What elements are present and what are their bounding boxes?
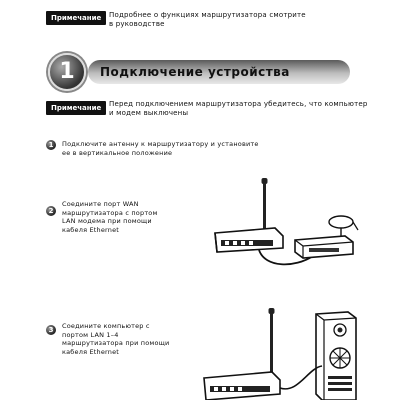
note-text: [109, 100, 368, 118]
modem-icon: [295, 216, 358, 258]
router-pc-diagram: [198, 308, 363, 400]
step-text: [62, 322, 182, 356]
step-number-bullet: [46, 206, 56, 216]
section-number-badge: [48, 53, 86, 91]
step-number-bullet: [46, 140, 56, 150]
step-number: 3: [48, 326, 54, 334]
step-line: портом LAN 1–4: [62, 330, 119, 339]
router-icon: [204, 308, 280, 400]
step-line: Соедините порт WAN: [62, 200, 139, 208]
step-line: Соедините компьютер с: [62, 322, 150, 330]
note-line: и модем выключены: [109, 109, 189, 117]
section-title: Подключение устройства: [100, 65, 290, 79]
note-line: Перед подключением маршрутизатора убедитесь, что компьютер: [109, 100, 368, 108]
step-number-bullet: [46, 325, 56, 335]
step-line: маршрутизатора при помощи: [62, 339, 170, 347]
step-line: Подключите антенну к маршрутизатору и установите: [62, 140, 259, 148]
note-text: [109, 11, 306, 29]
step-line: ее в вертикальное положение: [62, 148, 173, 157]
step-line: кабеля Ethernet: [62, 225, 120, 234]
step-line: маршрутизатора с портом: [62, 208, 158, 217]
note-line: в руководстве: [109, 20, 165, 28]
note-line: Подробнее о функциях маршрутизатора смотрите: [109, 11, 306, 19]
step-line: LAN модема при помощи: [62, 217, 152, 225]
note-badge: Примечание: [46, 11, 106, 25]
step-line: кабеля Ethernet: [62, 347, 120, 356]
step-number: 2: [48, 207, 54, 215]
router-icon: [215, 178, 283, 252]
section-number: 1: [59, 59, 75, 84]
pc-tower-icon: [316, 312, 356, 400]
router-modem-diagram: [195, 178, 360, 268]
step-text: [62, 140, 362, 157]
step-number: 1: [48, 141, 54, 149]
note-badge: Примечание: [46, 101, 106, 115]
step-text: [62, 200, 172, 234]
